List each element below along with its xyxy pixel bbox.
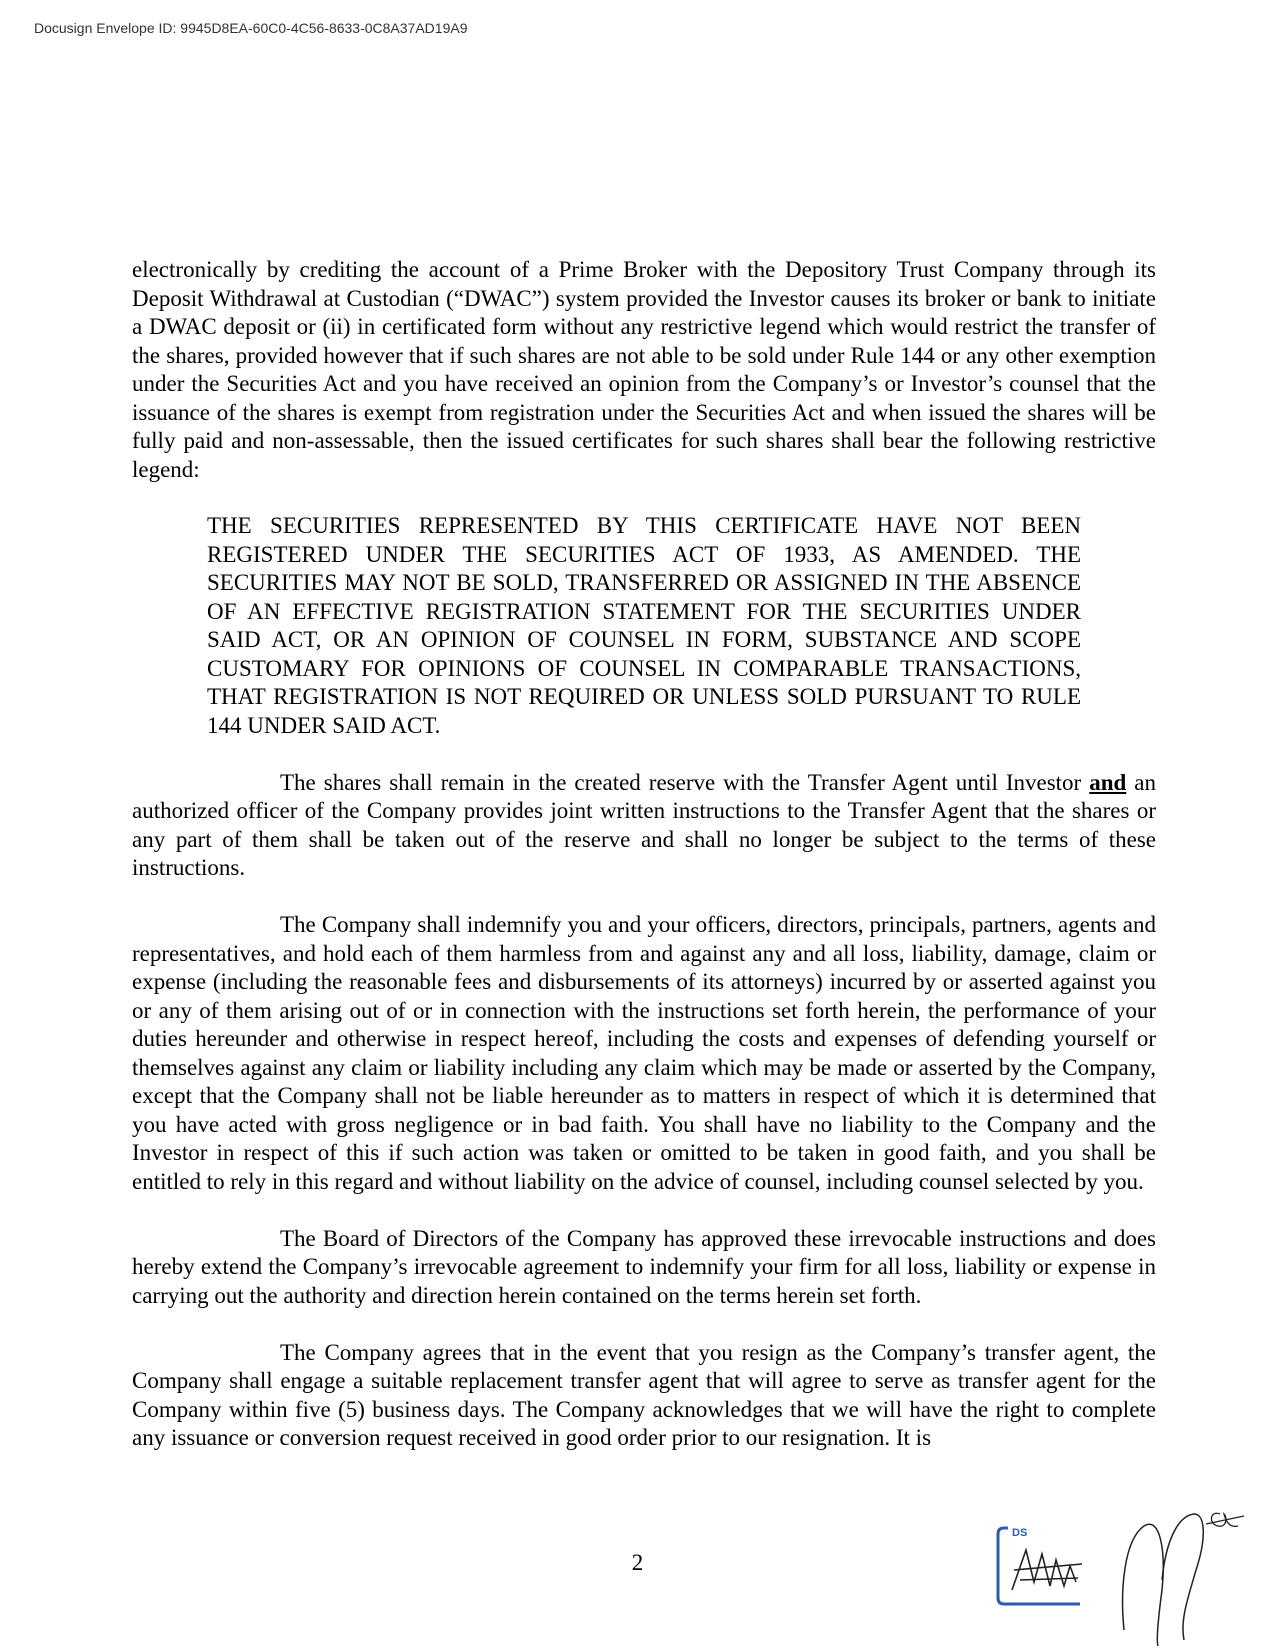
restrictive-legend bbox=[207, 512, 1081, 740]
handwritten-initials bbox=[1110, 1480, 1260, 1650]
paragraph-reserve bbox=[132, 769, 1156, 883]
document-body bbox=[132, 256, 1156, 1453]
legend-text: THE SECURITIES REPRESENTED BY THIS CERTIFICATE HAVE NOT BEEN REGISTERED UNDER THE SECURITIES ACT OF 1933, AS AMENDED. THE SECURITIES MAY NOT BE SOLD, TRANSFERRED OR ASSIGNED IN THE ABSENCE OF AN EFFECTIVE REGISTRATION STATEMENT FOR THE SECURITIES UNDER SAID ACT, OR AN OPINION OF COUNSEL IN FORM, SUBSTANCE AND SCOPE CUSTOMARY FOR OPINIONS OF COUNSEL IN COMPARABLE TRANSACTIONS, THAT REGISTRATION IS NOT REQUIRED OR UNLESS SOLD PURSUANT TO RULE 144 UNDER SAID ACT. bbox=[207, 513, 1081, 738]
paragraph-indemnify: The Company shall indemnify you and your officers, directors, principals, partners, agents and representatives, and hold each of them harmless from and against any and all loss, liability, damage, claim or expense (including the reasonable fees and disbursements of its attorneys) incurred by or asserted against you or any of them arising out of or in connection with the instructions set forth herein, the performance of your duties hereunder and otherwise in respect hereof, including the costs and expenses of defending yourself or themselves against any claim or liability including any claim which may be made or asserted by the Company, except that the Company shall not be liable hereunder as to matters in respect of which it is determined that you have acted with gross negligence or in bad faith. You shall have no liability to the Company and the Investor in respect of this if such action was taken or omitted to be taken in good faith, and you shall be entitled to rely in this regard and without liability on the advice of counsel, including counsel selected by you. bbox=[132, 912, 1156, 1194]
paragraph-board: The Board of Directors of the Company has approved these irrevocable instructions and does hereby extend the Company’s irrevocable agreement to indemnify your firm for all loss, liability or expense in carrying out the authority and direction herein contained on the terms herein set forth. bbox=[132, 1225, 1156, 1308]
reserve-text-a: The shares shall remain in the created reserve with the Transfer Agent until Investor bbox=[280, 769, 1082, 795]
paragraph-resignation: The Company agrees that in the event that you resign as the Company’s transfer agent, the Company shall engage a suitable replacement transfer agent that will agree to serve as transfer agent for the Company within five (5) business days. The Company acknowledges that we will have the right to complete any issuance or conversion request received in good order prior to our resignation. It is bbox=[132, 1339, 1156, 1450]
ds-label: DS bbox=[1012, 1527, 1028, 1539]
paragraph-delivery: electronically by crediting the account of a Prime Broker with the Depository Trust Company through its Deposit Withdrawal at Custodian (“DWAC”) system provided the Investor causes its broker or bank to initiate a DWAC deposit or (ii) in certificated form without any restrictive legend which would restrict the transfer of the shares, provided however that if such shares are not able to be sold under Rule 144 or any other exemption under the Securities Act and you have received an opinion from the Company’s or Investor’s counsel that the issuance of the shares is exempt from registration under the Securities Act and when issued the shares will be fully paid and non-assessable, then the issued certificates for such shares shall bear the following restrictive legend: bbox=[132, 257, 1156, 482]
initials-scribble bbox=[1012, 1550, 1082, 1590]
docusign-initials-stamp bbox=[990, 1520, 1120, 1610]
and-emphasis: and bbox=[1089, 769, 1127, 795]
reserve-text-b: an authorized officer of the Company provides joint written instructions to the Transfer Agent that the shares or any part of them shall be taken out of the reserve and shall no longer be subject to the terms of these instructions. bbox=[132, 769, 1156, 880]
envelope-id: Docusign Envelope ID: 9945D8EA-60C0-4C56-8633-0C8A37AD19A9 bbox=[34, 20, 468, 36]
page-number: 2 bbox=[631, 1550, 644, 1575]
